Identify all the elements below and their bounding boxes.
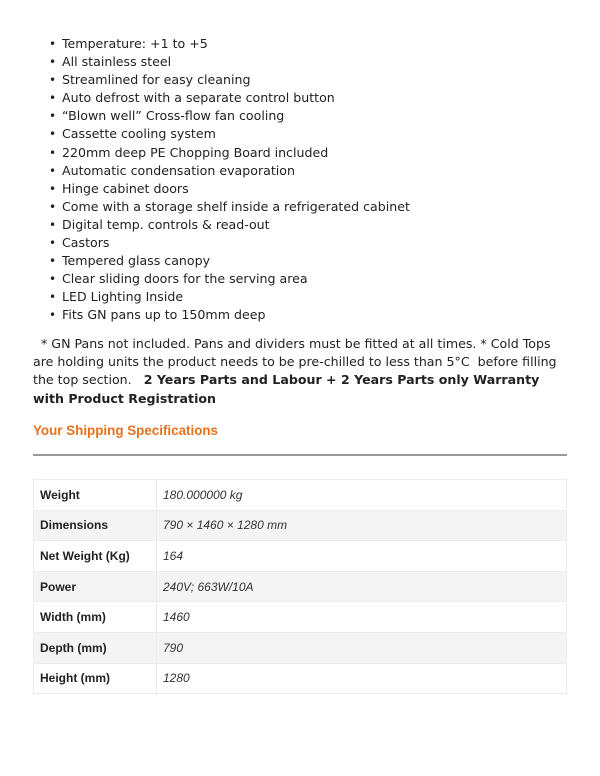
feature-item (49, 162, 410, 180)
warranty-text: 2 Years Parts and Labour + 2 Years Parts only Warranty with Product Registration (33, 372, 540, 406)
bullet-icon: • (49, 73, 57, 88)
feature-item (49, 144, 410, 162)
spec-value: 790 × 1460 × 1280 mm (157, 510, 567, 541)
bullet-icon: • (49, 163, 57, 178)
feature-text: Digital temp. controls & read-out (62, 216, 270, 232)
spec-value: 180.000000 kg (157, 480, 567, 511)
bullet-icon: • (49, 127, 57, 142)
spec-value: 240V; 663W/10A (157, 571, 567, 602)
spec-value: 1460 (157, 602, 567, 633)
feature-text: Tempered glass canopy (62, 253, 211, 269)
spec-value: 164 (157, 541, 567, 572)
feature-list (0, 35, 410, 325)
spec-label: Weight (34, 480, 157, 511)
notes-text: * GN Pans not included. Pans and dividers must be fitted at all times. * Cold Tops are holding units the product needs to be pre-chilled to less than 5°C before filling the top section. (33, 336, 557, 388)
feature-text: Cassette cooling system (62, 126, 216, 142)
table-row (34, 541, 567, 572)
feature-item (49, 306, 410, 324)
feature-text: LED Lighting Inside (62, 289, 184, 305)
feature-text: Castors (62, 235, 110, 251)
spec-label: Power (34, 571, 157, 602)
spec-value: 790 (157, 632, 567, 663)
feature-text: Streamlined for easy cleaning (62, 72, 251, 88)
bullet-icon: • (49, 145, 57, 160)
feature-text: Fits GN pans up to 150mm deep (62, 307, 266, 323)
bullet-icon: • (49, 236, 57, 251)
table-row (34, 663, 567, 694)
feature-item (49, 198, 410, 216)
spec-label: Dimensions (34, 510, 157, 541)
feature-item (49, 270, 410, 288)
bullet-icon: • (49, 308, 57, 323)
feature-item (49, 53, 410, 71)
feature-text: “Blown well” Cross-flow fan cooling (62, 108, 285, 124)
table-row (34, 632, 567, 663)
feature-text: Auto defrost with a separate control button (62, 90, 335, 106)
feature-item (49, 107, 410, 125)
bullet-icon: • (49, 199, 57, 214)
feature-item (49, 180, 410, 198)
bullet-icon: • (49, 37, 57, 51)
bullet-icon: • (49, 272, 57, 287)
bullet-icon: • (49, 109, 57, 124)
bullet-icon: • (49, 290, 57, 305)
bullet-icon: • (49, 254, 57, 269)
bullet-icon: • (49, 55, 57, 70)
spec-label: Height (mm) (34, 663, 157, 694)
feature-item (49, 234, 410, 252)
feature-item (49, 252, 410, 270)
bullet-icon: • (49, 91, 57, 106)
feature-item (49, 35, 410, 53)
spec-label: Depth (mm) (34, 632, 157, 663)
product-notes (33, 335, 568, 408)
section-divider (33, 454, 567, 456)
table-row (34, 480, 567, 511)
feature-text: Hinge cabinet doors (62, 180, 189, 196)
feature-item (49, 71, 410, 89)
feature-text: Temperature: +1 to +5 (62, 36, 208, 51)
table-row (34, 571, 567, 602)
feature-item (49, 125, 410, 143)
feature-text: Clear sliding doors for the serving area (62, 271, 308, 287)
feature-text: All stainless steel (62, 54, 172, 70)
table-row (34, 602, 567, 633)
feature-item (49, 216, 410, 234)
feature-item (49, 288, 410, 306)
bullet-icon: • (49, 217, 57, 232)
feature-item (49, 89, 410, 107)
feature-text: Come with a storage shelf inside a refrigerated cabinet (62, 198, 410, 214)
table-row (34, 510, 567, 541)
shipping-specs-title: Your Shipping Specifications (33, 423, 219, 438)
spec-label: Net Weight (Kg) (34, 541, 157, 572)
bullet-icon: • (49, 181, 57, 196)
shipping-specs-table (33, 479, 567, 694)
feature-text: Automatic condensation evaporation (62, 162, 295, 178)
feature-text: 220mm deep PE Chopping Board included (62, 144, 329, 160)
spec-label: Width (mm) (34, 602, 157, 633)
spec-value: 1280 (157, 663, 567, 694)
